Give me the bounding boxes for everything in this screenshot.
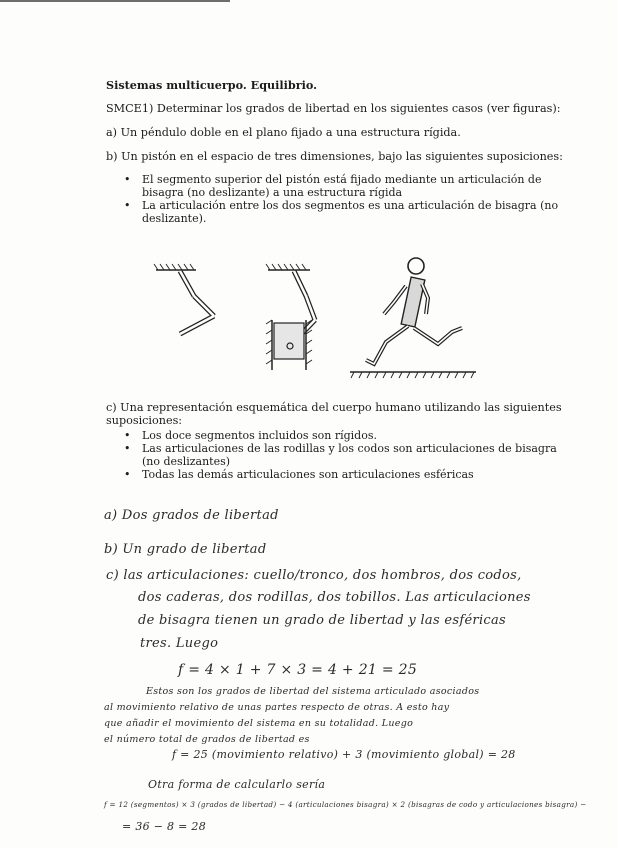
problem-statement: SMCE1) Determinar los grados de libertad en los siguientes casos (ver figuras): [106, 102, 561, 115]
list-item: bisagra (no deslizante) a una estructura rígida [142, 186, 403, 199]
list-item: • El segmento superior del pistón está fijado mediante un articulación de [122, 173, 558, 186]
human-body-figure [350, 258, 476, 378]
list-item: • Las articulaciones de las rodillas y los codos son articulaciones de bisagra [122, 442, 557, 455]
equation-3: f = 12 (segmentos) × 3 (grados de libertad) − 4 (articulaciones bisagra) × 2 (bisagras de codo y articulaciones bisagra) − [104, 800, 587, 809]
equation-1: f = 4 × 1 + 7 × 3 = 4 + 21 = 25 [178, 662, 418, 678]
equation-2: f = 25 (movimiento relativo) + 3 (movimiento global) = 28 [172, 748, 516, 761]
explanation-line: al movimiento relativo de unas partes respecto de otras. A esto hay [104, 702, 450, 713]
explanation-line: que añadir el movimiento del sistema en su totalidad. Luego [104, 718, 414, 729]
list-item: • Los doce segmentos incluidos son rígidos. [122, 429, 557, 442]
case-b-bullets [122, 173, 558, 225]
scan-edge-line [0, 0, 230, 2]
answer-c-line: de bisagra tienen un grado de libertad y las esféricas [138, 613, 507, 628]
answer-b: b) Un grado de libertad [104, 542, 267, 557]
answer-c-line: c) las articulaciones: cuello/tronco, dos hombros, dos codos, [106, 568, 522, 583]
figures-diagram [150, 258, 500, 388]
equation-3-result: = 36 − 8 = 28 [122, 820, 207, 833]
case-a-text: a) Un péndulo doble en el plano fijado a una estructura rígida. [106, 126, 461, 139]
list-item: (no deslizantes) [142, 455, 231, 468]
piston-figure [266, 264, 315, 370]
explanation-line: Estos son los grados de libertad del sistema articulado asociados [146, 686, 480, 697]
case-c-text: c) Una representación esquemática del cuerpo humano utilizando las siguientes [106, 401, 562, 414]
alt-method-title: Otra forma de calcularlo sería [148, 778, 326, 791]
explanation-line: el número total de grados de libertad es [104, 734, 310, 745]
case-c-bullets [122, 429, 557, 481]
list-item: • Todas las demás articulaciones son articulaciones esféricas [122, 468, 557, 481]
list-item: deslizante). [142, 212, 207, 225]
list-item: • La articulación entre los dos segmentos es una articulación de bisagra (no [122, 199, 558, 212]
double-pendulum-figure [154, 264, 214, 334]
case-b-text: b) Un pistón en el espacio de tres dimensiones, bajo las siguientes suposiciones: [106, 150, 563, 163]
page-title: Sistemas multicuerpo. Equilibrio. [106, 78, 318, 92]
answer-a: a) Dos grados de libertad [104, 508, 279, 523]
answer-c-line: dos caderas, dos rodillas, dos tobillos. Las articulaciones [138, 590, 531, 605]
case-c-text-cont: suposiciones: [106, 414, 183, 427]
answer-c-line: tres. Luego [140, 636, 219, 651]
